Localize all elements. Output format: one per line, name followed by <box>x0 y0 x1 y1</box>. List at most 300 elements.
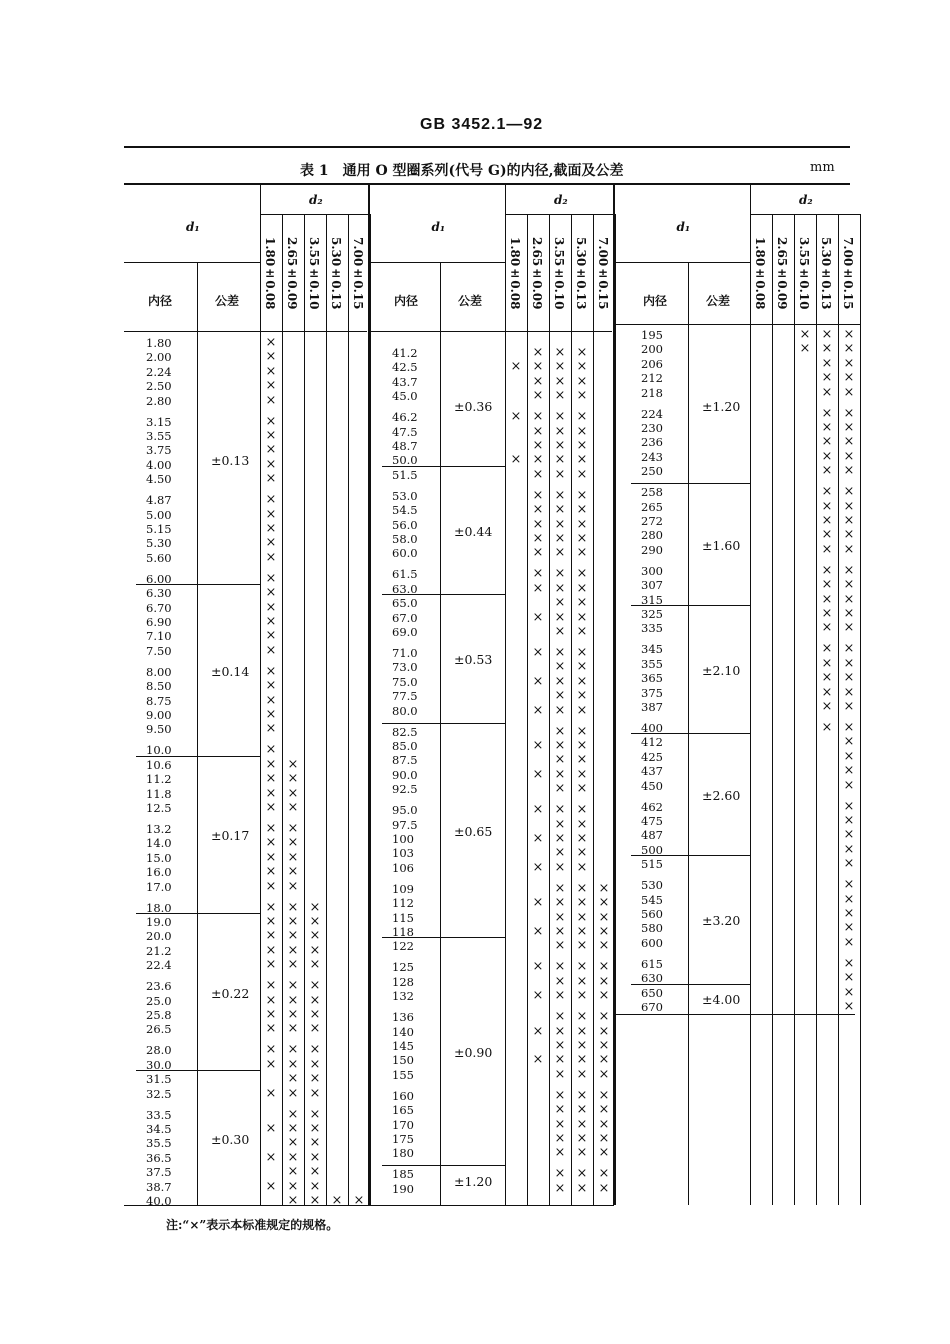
size-available-mark: × <box>554 895 566 911</box>
size-available-mark: × <box>598 880 610 896</box>
size-available-mark: × <box>576 781 588 797</box>
size-available-mark: × <box>554 566 566 582</box>
tolerance-value: ±0.36 <box>454 398 493 414</box>
size-available-mark: × <box>843 670 855 686</box>
inner-diameter-value: 2.80 <box>146 393 172 408</box>
size-available-mark: × <box>265 663 277 679</box>
size-available-mark: × <box>576 580 588 596</box>
size-available-mark: × <box>554 1166 566 1182</box>
tolerance-value: ±4.00 <box>702 992 741 1007</box>
size-available-mark: × <box>843 434 855 450</box>
size-available-mark: × <box>799 341 811 357</box>
inner-diameter-value: 45.0 <box>392 389 418 404</box>
size-available-mark: × <box>287 864 299 880</box>
d2-header: d₂ <box>799 193 813 207</box>
inner-diameter-value: 387 <box>641 700 663 714</box>
size-available-mark: × <box>843 734 855 750</box>
inner-diameter-header: 内径 <box>148 294 173 308</box>
size-available-mark: × <box>554 831 566 846</box>
size-available-mark: × <box>598 1066 610 1082</box>
size-available-mark: × <box>843 463 855 479</box>
size-available-mark: × <box>576 1145 588 1161</box>
size-available-mark: × <box>821 527 833 543</box>
size-available-mark: × <box>265 1042 277 1058</box>
size-available-mark: × <box>554 723 566 739</box>
inner-diameter-value: 230 <box>641 421 663 435</box>
inner-diameter-value: 13.2 <box>146 822 172 836</box>
inner-diameter-value: 8.75 <box>146 693 172 708</box>
inner-diameter-value: 40.0 <box>146 1194 172 1208</box>
size-available-mark: × <box>554 1023 566 1039</box>
size-available-mark: × <box>554 766 566 782</box>
inner-diameter-value: 19.0 <box>146 915 172 929</box>
size-available-mark: × <box>576 938 588 954</box>
size-available-mark: × <box>287 899 299 915</box>
size-available-mark: × <box>554 781 566 797</box>
inner-diameter-value: 25.0 <box>146 993 172 1008</box>
inner-diameter-value: 51.5 <box>392 467 418 482</box>
column-rule <box>304 214 305 1205</box>
size-available-mark: × <box>576 624 588 639</box>
group-rule <box>136 913 260 914</box>
inner-diameter-value: 265 <box>641 499 663 514</box>
size-available-mark: × <box>265 992 277 1008</box>
size-available-mark: × <box>554 880 566 896</box>
size-available-mark: × <box>598 1052 610 1068</box>
size-available-mark: × <box>532 895 544 911</box>
column-rule <box>370 214 371 1205</box>
size-available-mark: × <box>598 1180 610 1196</box>
group-rule <box>631 984 750 985</box>
inner-diameter-value: 280 <box>641 528 663 543</box>
size-available-mark: × <box>265 899 277 915</box>
inner-diameter-value: 212 <box>641 371 663 386</box>
size-available-mark: × <box>287 957 299 973</box>
panel-divider <box>613 185 615 1205</box>
size-available-mark: × <box>821 370 833 386</box>
inner-diameter-value: 4.00 <box>146 457 172 472</box>
inner-diameter-value: 7.50 <box>146 643 172 658</box>
panel-divider <box>368 185 370 1205</box>
tolerance-value: ±0.30 <box>211 1132 250 1148</box>
size-available-mark: × <box>532 359 544 375</box>
size-available-mark: × <box>843 384 855 400</box>
size-available-mark: × <box>309 1164 321 1180</box>
size-available-mark: × <box>576 845 588 861</box>
size-available-mark: × <box>532 409 544 425</box>
inner-diameter-value: 38.7 <box>146 1179 172 1194</box>
header-rule <box>370 331 612 332</box>
size-available-mark: × <box>576 752 588 768</box>
inner-diameter-value: 6.70 <box>146 600 172 615</box>
inner-diameter-value: 560 <box>641 907 663 921</box>
inner-diameter-value: 132 <box>392 989 414 1004</box>
tolerance-value: ±0.90 <box>454 1045 493 1061</box>
size-available-mark: × <box>598 938 610 954</box>
size-available-mark: × <box>576 1009 588 1025</box>
size-available-mark: × <box>576 831 588 846</box>
size-available-mark: × <box>598 1087 610 1103</box>
inner-diameter-value: 2.00 <box>146 350 172 365</box>
inner-diameter-value: 12.5 <box>146 801 172 815</box>
column-rule <box>527 214 528 1205</box>
size-available-mark: × <box>554 1180 566 1196</box>
size-available-mark: × <box>843 906 855 921</box>
tolerance-value: ±0.44 <box>454 524 493 539</box>
inner-diameter-value: 18.0 <box>146 900 172 915</box>
size-available-mark: × <box>309 1193 321 1208</box>
inner-diameter-value: 650 <box>641 985 663 1000</box>
size-available-mark: × <box>265 599 277 615</box>
inner-diameter-value: 475 <box>641 814 663 828</box>
inner-diameter-value: 412 <box>641 735 663 750</box>
inner-diameter-value: 15.0 <box>146 850 172 865</box>
size-available-mark: × <box>576 859 588 875</box>
size-available-mark: × <box>554 438 566 453</box>
section-3.55-header: 3.55±0.10 <box>552 237 566 310</box>
group-rule <box>382 594 505 595</box>
size-available-mark: × <box>287 756 299 772</box>
tolerance-header: 公差 <box>706 294 731 308</box>
inner-diameter-value: 224 <box>641 406 663 421</box>
inner-diameter-value: 5.30 <box>146 536 172 551</box>
size-available-mark: × <box>287 1164 299 1180</box>
size-available-mark: × <box>532 609 544 625</box>
size-available-mark: × <box>598 909 610 925</box>
inner-diameter-value: 31.5 <box>146 1072 172 1087</box>
inner-diameter-value: 170 <box>392 1117 414 1132</box>
size-available-mark: × <box>598 1009 610 1025</box>
size-available-mark: × <box>576 1023 588 1039</box>
size-available-mark: × <box>554 409 566 425</box>
size-available-mark: × <box>843 999 855 1014</box>
inner-diameter-value: 10.0 <box>146 743 172 758</box>
size-available-mark: × <box>554 595 566 611</box>
size-available-mark: × <box>598 1166 610 1182</box>
inner-diameter-value: 112 <box>392 896 414 911</box>
size-available-mark: × <box>843 684 855 700</box>
unit-label: mm <box>810 160 835 175</box>
size-available-mark: × <box>309 942 321 958</box>
size-available-mark: × <box>532 1052 544 1068</box>
size-available-mark: × <box>265 957 277 973</box>
size-available-mark: × <box>532 487 544 503</box>
inner-diameter-value: 6.30 <box>146 586 172 601</box>
size-available-mark: × <box>554 845 566 861</box>
size-available-mark: × <box>287 1135 299 1151</box>
inner-diameter-value: 6.00 <box>146 571 172 586</box>
size-available-mark: × <box>576 1052 588 1068</box>
size-available-mark: × <box>510 359 522 375</box>
inner-diameter-value: 21.2 <box>146 943 172 958</box>
size-available-mark: × <box>265 1178 277 1194</box>
size-available-mark: × <box>532 545 544 561</box>
size-available-mark: × <box>821 541 833 557</box>
size-available-mark: × <box>821 562 833 578</box>
size-available-mark: × <box>576 531 588 546</box>
inner-diameter-value: 9.50 <box>146 722 172 737</box>
size-available-mark: × <box>843 841 855 857</box>
size-available-mark: × <box>532 645 544 660</box>
inner-diameter-value: 20.0 <box>146 929 172 944</box>
inner-diameter-value: 670 <box>641 1000 663 1014</box>
inner-diameter-value: 75.0 <box>392 674 418 689</box>
size-available-mark: × <box>265 585 277 601</box>
size-available-mark: × <box>265 800 277 815</box>
inner-diameter-value: 125 <box>392 960 414 975</box>
inner-diameter-value: 87.5 <box>392 753 418 768</box>
section-7.00-header: 7.00±0.15 <box>596 237 610 310</box>
header-rule <box>124 331 367 332</box>
inner-diameter-value: 30.0 <box>146 1057 172 1072</box>
size-available-mark: × <box>576 880 588 896</box>
inner-diameter-value: 600 <box>641 935 663 950</box>
size-available-mark: × <box>309 1085 321 1101</box>
size-available-mark: × <box>576 516 588 532</box>
size-available-mark: × <box>843 984 855 1000</box>
size-available-mark: × <box>309 978 321 994</box>
column-rule <box>860 214 861 1205</box>
inner-diameter-value: 115 <box>392 910 414 925</box>
table-bottom-rule <box>124 1205 614 1206</box>
inner-diameter-value: 122 <box>392 939 414 954</box>
section-7.00-header: 7.00±0.15 <box>351 237 365 310</box>
column-rule <box>615 214 616 1205</box>
inner-diameter-value: 73.0 <box>392 660 418 675</box>
size-available-mark: × <box>843 591 855 607</box>
inner-diameter-value: 307 <box>641 578 663 593</box>
size-available-mark: × <box>843 562 855 578</box>
size-available-mark: × <box>265 928 277 944</box>
size-available-mark: × <box>532 802 544 818</box>
section-2.65-header: 2.65±0.09 <box>285 237 299 310</box>
inner-diameter-value: 3.55 <box>146 429 172 443</box>
inner-diameter-value: 355 <box>641 656 663 671</box>
size-available-mark: × <box>576 645 588 660</box>
size-available-mark: × <box>598 988 610 1004</box>
size-available-mark: × <box>265 1021 277 1037</box>
size-available-mark: × <box>843 620 855 636</box>
size-available-mark: × <box>576 1166 588 1182</box>
inner-diameter-value: 4.87 <box>146 493 172 508</box>
size-available-mark: × <box>598 1102 610 1118</box>
size-available-mark: × <box>821 606 833 621</box>
size-available-mark: × <box>576 988 588 1004</box>
tolerance-value: ±2.60 <box>702 788 741 804</box>
size-available-mark: × <box>532 924 544 939</box>
inner-diameter-value: 437 <box>641 764 663 779</box>
section-1.80-header: 1.80±0.08 <box>263 237 277 310</box>
section-5.30-header: 5.30±0.13 <box>574 237 588 310</box>
size-available-mark: × <box>576 659 588 675</box>
inner-diameter-value: 160 <box>392 1088 414 1103</box>
size-available-mark: × <box>265 628 277 644</box>
size-available-mark: × <box>821 699 833 714</box>
size-available-mark: × <box>821 498 833 514</box>
size-available-mark: × <box>532 859 544 875</box>
tolerance-value: ±2.10 <box>702 663 741 679</box>
inner-diameter-value: 206 <box>641 356 663 371</box>
header-rule <box>124 146 850 148</box>
group-rule <box>136 584 260 585</box>
size-available-mark: × <box>576 924 588 939</box>
size-available-mark: × <box>532 531 544 546</box>
size-available-mark: × <box>532 516 544 532</box>
size-available-mark: × <box>598 1131 610 1146</box>
size-available-mark: × <box>554 502 566 518</box>
group-rule <box>382 723 505 724</box>
size-available-mark: × <box>265 349 277 365</box>
column-rule <box>440 262 441 1205</box>
size-available-mark: × <box>576 345 588 360</box>
inner-diameter-value: 4.50 <box>146 472 172 487</box>
size-available-mark: × <box>309 957 321 973</box>
size-available-mark: × <box>598 924 610 939</box>
size-available-mark: × <box>309 928 321 944</box>
size-available-mark: × <box>843 798 855 814</box>
size-available-mark: × <box>532 673 544 689</box>
column-rule <box>282 214 283 1205</box>
size-available-mark: × <box>821 720 833 735</box>
size-available-mark: × <box>265 849 277 865</box>
size-available-mark: × <box>843 827 855 843</box>
size-available-mark: × <box>576 609 588 625</box>
size-available-mark: × <box>554 609 566 625</box>
size-available-mark: × <box>554 924 566 939</box>
size-available-mark: × <box>265 378 277 394</box>
size-available-mark: × <box>265 707 277 722</box>
size-available-mark: × <box>265 492 277 508</box>
size-available-mark: × <box>309 1042 321 1058</box>
size-available-mark: × <box>843 484 855 500</box>
size-available-mark: × <box>821 641 833 657</box>
size-available-mark: × <box>843 327 855 342</box>
size-available-mark: × <box>554 1087 566 1103</box>
size-available-mark: × <box>821 684 833 700</box>
size-available-mark: × <box>265 335 277 350</box>
size-available-mark: × <box>510 452 522 468</box>
size-available-mark: × <box>554 988 566 1004</box>
inner-diameter-value: 345 <box>641 642 663 657</box>
inner-diameter-value: 1.80 <box>146 336 172 350</box>
inner-diameter-value: 61.5 <box>392 567 418 582</box>
size-available-mark: × <box>309 1149 321 1165</box>
inner-diameter-value: 90.0 <box>392 767 418 782</box>
size-available-mark: × <box>309 1178 321 1194</box>
size-available-mark: × <box>821 620 833 636</box>
inner-diameter-value: 165 <box>392 1103 414 1118</box>
group-rule <box>136 756 260 757</box>
inner-diameter-value: 36.5 <box>146 1150 172 1165</box>
inner-diameter-value: 8.50 <box>146 679 172 694</box>
column-rule <box>571 214 572 1205</box>
size-available-mark: × <box>532 438 544 453</box>
size-available-mark: × <box>287 849 299 865</box>
group-rule <box>136 1070 260 1071</box>
size-available-mark: × <box>598 1038 610 1053</box>
tolerance-value: ±1.20 <box>454 1173 493 1189</box>
inner-diameter-value: 23.6 <box>146 979 172 994</box>
inner-diameter-header: 内径 <box>394 294 419 308</box>
inner-diameter-value: 33.5 <box>146 1107 172 1122</box>
size-available-mark: × <box>843 813 855 828</box>
column-rule <box>348 214 349 1205</box>
size-available-mark: × <box>554 1145 566 1161</box>
size-available-mark: × <box>843 405 855 421</box>
standard-number: GB 3452.1—92 <box>420 116 544 133</box>
size-available-mark: × <box>821 484 833 500</box>
size-available-mark: × <box>287 1121 299 1136</box>
inner-diameter-value: 77.5 <box>392 689 418 704</box>
size-available-mark: × <box>532 345 544 360</box>
tolerance-header: 公差 <box>215 294 240 308</box>
tolerance-value: ±1.60 <box>702 538 741 554</box>
inner-diameter-value: 200 <box>641 342 663 357</box>
size-available-mark: × <box>287 992 299 1008</box>
group-rule <box>382 1165 505 1166</box>
size-available-mark: × <box>265 1121 277 1136</box>
size-available-mark: × <box>821 384 833 400</box>
d2-header: d₂ <box>554 193 568 207</box>
column-rule <box>197 262 198 1205</box>
size-available-mark: × <box>265 756 277 772</box>
tolerance-value: ±3.20 <box>702 913 741 929</box>
size-available-mark: × <box>843 777 855 793</box>
size-available-mark: × <box>265 864 277 880</box>
inner-diameter-value: 22.4 <box>146 958 172 973</box>
size-available-mark: × <box>287 1085 299 1101</box>
tolerance-value: ±0.17 <box>211 828 250 844</box>
inner-diameter-value: 175 <box>392 1132 414 1146</box>
size-available-mark: × <box>265 692 277 708</box>
inner-diameter-value: 69.0 <box>392 625 418 639</box>
size-available-mark: × <box>331 1193 343 1208</box>
inner-diameter-value: 615 <box>641 956 663 971</box>
size-available-mark: × <box>576 895 588 911</box>
size-available-mark: × <box>576 545 588 561</box>
size-available-mark: × <box>576 438 588 453</box>
size-available-mark: × <box>532 452 544 468</box>
inner-diameter-value: 106 <box>392 860 414 875</box>
inner-diameter-value: 300 <box>641 563 663 578</box>
size-available-mark: × <box>554 909 566 925</box>
inner-diameter-value: 28.0 <box>146 1043 172 1058</box>
inner-diameter-value: 42.5 <box>392 360 418 375</box>
section-7.00-header: 7.00±0.15 <box>841 237 855 310</box>
size-available-mark: × <box>265 614 277 629</box>
size-available-mark: × <box>510 409 522 425</box>
inner-diameter-value: 185 <box>392 1167 414 1182</box>
inner-diameter-value: 43.7 <box>392 374 418 389</box>
inner-diameter-value: 8.00 <box>146 664 172 679</box>
group-rule <box>631 733 750 734</box>
inner-diameter-value: 3.15 <box>146 414 172 429</box>
size-available-mark: × <box>821 655 833 671</box>
size-available-mark: × <box>265 678 277 694</box>
size-available-mark: × <box>554 487 566 503</box>
tolerance-value: ±0.53 <box>454 652 493 668</box>
inner-diameter-value: 580 <box>641 921 663 936</box>
column-rule <box>750 185 751 1205</box>
size-available-mark: × <box>576 566 588 582</box>
inner-diameter-value: 425 <box>641 749 663 764</box>
inner-diameter-value: 462 <box>641 799 663 814</box>
size-available-mark: × <box>843 970 855 986</box>
size-available-mark: × <box>843 420 855 435</box>
inner-diameter-value: 97.5 <box>392 817 418 832</box>
column-rule <box>838 214 839 1205</box>
tolerance-header: 公差 <box>458 294 483 308</box>
